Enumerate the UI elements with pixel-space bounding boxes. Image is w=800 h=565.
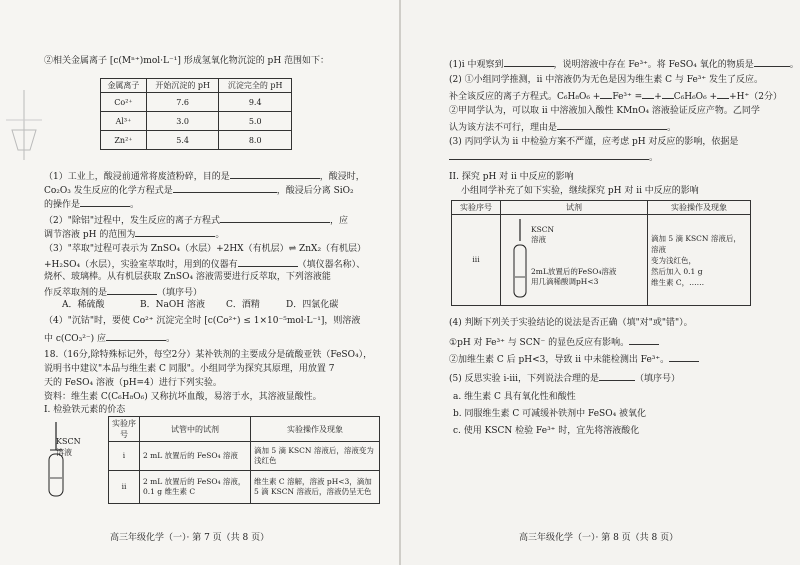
table-row [101,112,292,131]
answer-blank[interactable] [717,90,729,99]
table-cell: ii [109,471,140,504]
q4-text: 。 [166,334,176,344]
r2-text: +H⁺（2分） [729,92,782,102]
r5-text: (5) 反思实验 i-iii，下列说法合理的是 [449,374,600,384]
q1-text: 。 [130,200,140,210]
table-cell: 7.6 [146,93,219,112]
r2-text: C₆H₆O₆ + [673,92,718,102]
kscn-label-iii [531,225,554,245]
table-cell: 2 mL 放置后的 FeSO₄ 溶液，0.1 g 维生素 C [140,471,251,504]
result-line: 变为浅红色， [651,255,696,265]
answer-blank[interactable] [173,184,277,193]
answer-blank[interactable] [449,151,649,160]
answer-blank[interactable] [669,353,699,362]
table-cell: 滴加 5 滴 KSCN 溶液后，溶液变为浅红色 [251,442,380,471]
table-cell: 9.4 [219,93,292,112]
reagent-line: 2mL放置后的FeSO₄溶液 [531,267,617,276]
table-cell: 8.0 [219,131,292,150]
table-cell: Zn²⁺ [101,131,147,150]
question-4-line-2 [44,332,175,345]
question-3-line-4 [44,286,202,299]
kscn-label-2: 溶液 [56,448,72,457]
question-18-note: 资料：维生素 C(C₆H₈O₆) 又称抗坏血酸，易溶于水，其溶液显酸性。 [44,392,322,402]
ph-effect-table [451,200,751,306]
answer-blank[interactable] [557,121,667,130]
q3-text: （填仪器名称）、 [297,260,366,270]
table-cell: 2 mL 放置后的 FeSO₄ 溶液 [140,442,251,471]
ph-range-intro: ②相关金属离子 [c(Mⁿ⁺)mol·L⁻¹] 形成氢氧化物沉淀的 pH 范围如下： [44,56,330,66]
question-3-line-1: （3）"萃取"过程可表示为 ZnSO₄（水层）+2HX（有机层）⇌ ZnX₂（有机层） [44,244,367,254]
r2-text: + [654,92,662,102]
table-cell: iii [452,215,501,306]
q3-text: 作反萃取剂的是 [44,288,108,298]
r1-text: (1)i 中观察到 [449,60,504,70]
col-header: 开始沉淀的 pH [146,79,219,93]
section-i-title: I. 检验铁元素的价态 [44,405,126,415]
q1-text: 的操作是 [44,200,81,210]
reagent-cell [501,215,648,306]
col-header: 实验序号 [452,201,501,215]
r-question-4: (4) 判断下列关于实验结论的说法是否正确（填"对"或"错"）。 [449,318,693,328]
r-question-3-line-2 [449,151,658,164]
q2-text: 。 [215,230,225,240]
answer-blank[interactable] [599,372,635,381]
r1-text: ，说明溶液中存在 Fe³⁺。将 FeSO₄ 氧化的物质是 [553,60,754,70]
table-cell: 5.0 [219,112,292,131]
question-18-line-1: 18.（16分,除特殊标记外，每空2分）某补铁剂的主要成分是硫酸亚铁（FeSO₄）， [44,350,373,360]
answer-blank[interactable] [238,258,298,267]
table-cell: 维生素 C 溶解，溶液 pH<3，滴加 5 滴 KSCN 溶液后，溶液仍呈无色 [251,471,380,504]
col-header: 实验操作及现象 [251,417,380,442]
col-header: 试管中的试剂 [140,417,251,442]
table-cell: 3.0 [146,112,219,131]
option-c[interactable]: C．酒精 [226,300,260,310]
q2-text: （2）"除铝"过程中，发生反应的离子方程式 [44,216,221,226]
r1-text: 。 [789,60,799,70]
answer-blank[interactable] [642,90,654,99]
answer-blank[interactable] [600,90,612,99]
answer-blank[interactable] [135,228,215,237]
kscn-text: 溶液 [531,235,546,244]
answer-blank[interactable] [80,198,130,207]
r5-option-c[interactable]: c. 使用 KSCN 检验 Fe³⁺ 时，宜先将溶液酸化 [453,426,640,436]
q3-text: （填序号） [157,288,203,298]
answer-blank[interactable] [220,214,330,223]
q4-text: 中 c(CO₃²⁻) 应 [44,334,107,344]
q3-text: +H₂SO₄（水层），实验室萃取时，用到的仪器有 [44,260,238,270]
col-header: 沉淀完全的 pH [219,79,292,93]
r-question-2-line-3: ②甲同学认为，可以取 ii 中溶液加入酸性 KMnO₄ 溶液验证反应产物。乙同学 [449,106,760,116]
option-b[interactable]: B．NaOH 溶液 [140,300,205,310]
answer-blank[interactable] [106,332,166,341]
answer-blank[interactable] [504,58,554,67]
r-question-2-line-1: (2) ①小组同学推测，ii 中溶液仍为无色是因为维生素 C 与 Fe³⁺ 发生了反应。 [449,75,763,85]
table-row [109,471,380,504]
r-question-5 [449,372,680,385]
question-1-line-1 [44,170,365,183]
question-2-line-1 [44,214,348,227]
question-3-line-2 [44,258,365,271]
q2-text: 调节溶液 pH 的范围为 [44,230,136,240]
option-d[interactable]: D．四氯化碳 [286,300,339,310]
answer-blank[interactable] [629,336,659,345]
col-header: 金属离子 [101,79,147,93]
table-row [452,215,751,306]
q1-text: ，酸浸时， [319,172,365,182]
test-tube-diagram [44,420,106,500]
right-page [401,0,800,565]
table-cell: Co²⁺ [101,93,147,112]
q1-text: ，酸浸后分离 SiO₂ [276,186,354,196]
r-question-2-line-2 [449,90,782,103]
col-header: 试剂 [501,201,648,215]
r3-text: 。 [649,153,659,163]
table-cell: 5.4 [146,131,219,150]
answer-blank[interactable] [107,286,157,295]
col-header: 实验序号 [109,417,140,442]
r2-text: 补全该反应的离子方程式。C₆H₈O₆ + [449,92,601,102]
r2-text: 。 [667,123,677,133]
r5-text: （填序号） [635,374,681,384]
table-row [101,93,292,112]
kscn-label: KSCN [56,437,81,446]
question-1-line-2 [44,184,354,197]
apparatus-sketch [4,90,44,170]
left-page [0,0,399,565]
table-row [109,442,380,471]
col-header: 实验操作及现象 [648,201,751,215]
r-question-4-item-2 [449,353,699,366]
result-line: 滴加 5 滴 KSCN 溶液后，溶液 [651,233,741,254]
answer-blank[interactable] [754,58,790,67]
table-cell: Al³⁺ [101,112,147,131]
valence-check-table [108,416,380,504]
reagent-text-iii [531,267,616,287]
q2-text: ，应 [330,216,349,226]
question-3-line-3: 烧杯、玻璃棒。从有机层获取 ZnSO₄ 溶液需要进行反萃取，下列溶液能 [44,272,331,282]
r5-option-b[interactable]: b. 同服维生素 C 可减缓补铁剂中 FeSO₄ 被氧化 [453,409,647,419]
r2-text: Fe³⁺ = [612,92,643,102]
r-question-3: (3) 丙同学认为 ii 中检验方案不严谨，应考虑 pH 对反应的影响，依据是 [449,137,739,147]
q1-text: （1）工业上，酸浸前通常将废渣粉碎，目的是 [44,172,230,182]
kscn-text: KSCN [531,225,555,234]
option-a[interactable]: A．稀硫酸 [62,300,105,310]
question-4-line-1: （4）"沉钴"时，要使 Co²⁺ 沉淀完全时 [c(Co²⁺) ≤ 1×10⁻⁵mol·L⁻¹]，则溶液 [44,316,361,326]
metal-ion-ph-table [100,78,292,150]
r4-text: ②加维生素 C 后 pH<3，导致 ii 中未能检测出 Fe³⁺。 [449,355,670,365]
r5-option-a[interactable]: a. 维生素 C 具有氧化性和酸性 [453,392,576,402]
r-question-2-line-4 [449,121,676,134]
question-18-line-2: 说明书中建议"本品与维生素 C 同服"。小组同学为探究其原理，用放置 7 [44,364,335,374]
q1-text: Co₂O₃ 发生反应的化学方程式是 [44,186,173,196]
question-3-options [62,300,338,311]
reagent-line: 用几滴稀酸调pH<3 [531,277,599,286]
section-ii-intro: 小组同学补充了如下实验，继续探究 pH 对 ii 中反应的影响 [461,186,699,196]
table-cell: i [109,442,140,471]
r-question-1 [449,58,799,71]
result-cell [648,215,751,306]
page-footer-right: 高三年级化学（一）· 第 8 页（共 8 页） [519,533,679,543]
r-question-4-item-1 [449,336,659,349]
r2-text: 认为该方法不可行，理由是 [449,123,558,133]
section-ii-title: II. 探究 pH 对 ii 中反应的影响 [449,172,574,182]
table-row [101,131,292,150]
r4-text: ①pH 对 Fe³⁺ 与 SCN⁻ 的显色反应有影响。 [449,338,630,348]
answer-blank[interactable] [662,90,674,99]
result-line: 然后加入 0.1 g [651,266,703,276]
result-line: 维生素 C，…… [651,277,705,287]
question-2-line-2 [44,228,224,241]
question-1-line-3 [44,198,139,211]
page-footer-left: 高三年级化学（一）· 第 7 页（共 8 页） [110,533,270,543]
question-18-line-3: 天的 FeSO₄ 溶液（pH=4）进行下列实验。 [44,378,222,388]
answer-blank[interactable] [230,170,320,179]
